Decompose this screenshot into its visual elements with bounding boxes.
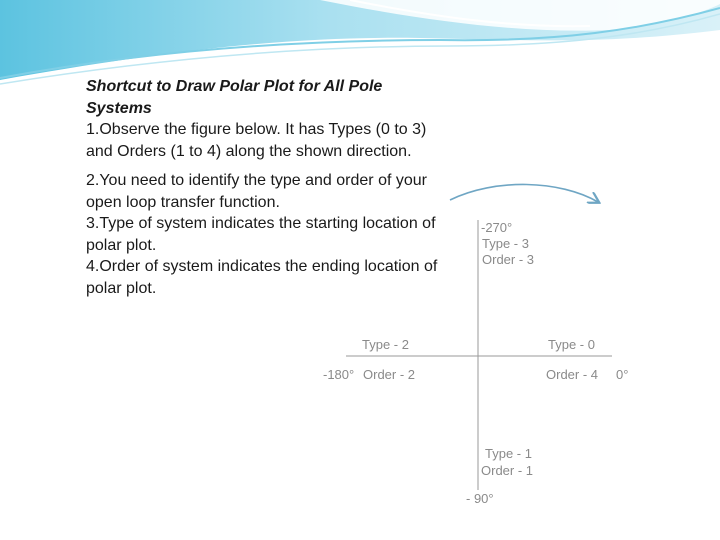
right-angle-label: 0° — [616, 367, 629, 382]
bottom-angle-label: - 90° — [466, 491, 494, 506]
slide-title: Shortcut to Draw Polar Plot for All Pole Systems — [86, 78, 383, 117]
step-2: 2.You need to identify the type and order of your open loop transfer function. — [86, 172, 427, 211]
left-order-label: Order - 2 — [363, 367, 416, 382]
bottom-order-label: Order - 1 — [481, 463, 534, 478]
right-order-label: Order - 4 — [546, 367, 599, 382]
left-type-label: Type - 2 — [362, 337, 409, 352]
direction-arrow — [450, 184, 598, 202]
step-3: 3.Type of system indicates the starting location of polar plot. — [86, 215, 436, 254]
top-order-label: Order - 3 — [482, 252, 535, 267]
step-1: 1.Observe the figure below. It has Types (0 to 3) and Orders (1 to 4) along the shown direction. — [86, 121, 427, 160]
top-angle-label: -270° — [481, 220, 513, 235]
step-4: 4.Order of system indicates the ending location of polar plot. — [86, 258, 438, 297]
top-type-label: Type - 3 — [482, 236, 529, 251]
right-type-label: Type - 0 — [548, 337, 595, 352]
left-angle-label: -180° — [323, 367, 355, 382]
bottom-type-label: Type - 1 — [485, 446, 532, 461]
